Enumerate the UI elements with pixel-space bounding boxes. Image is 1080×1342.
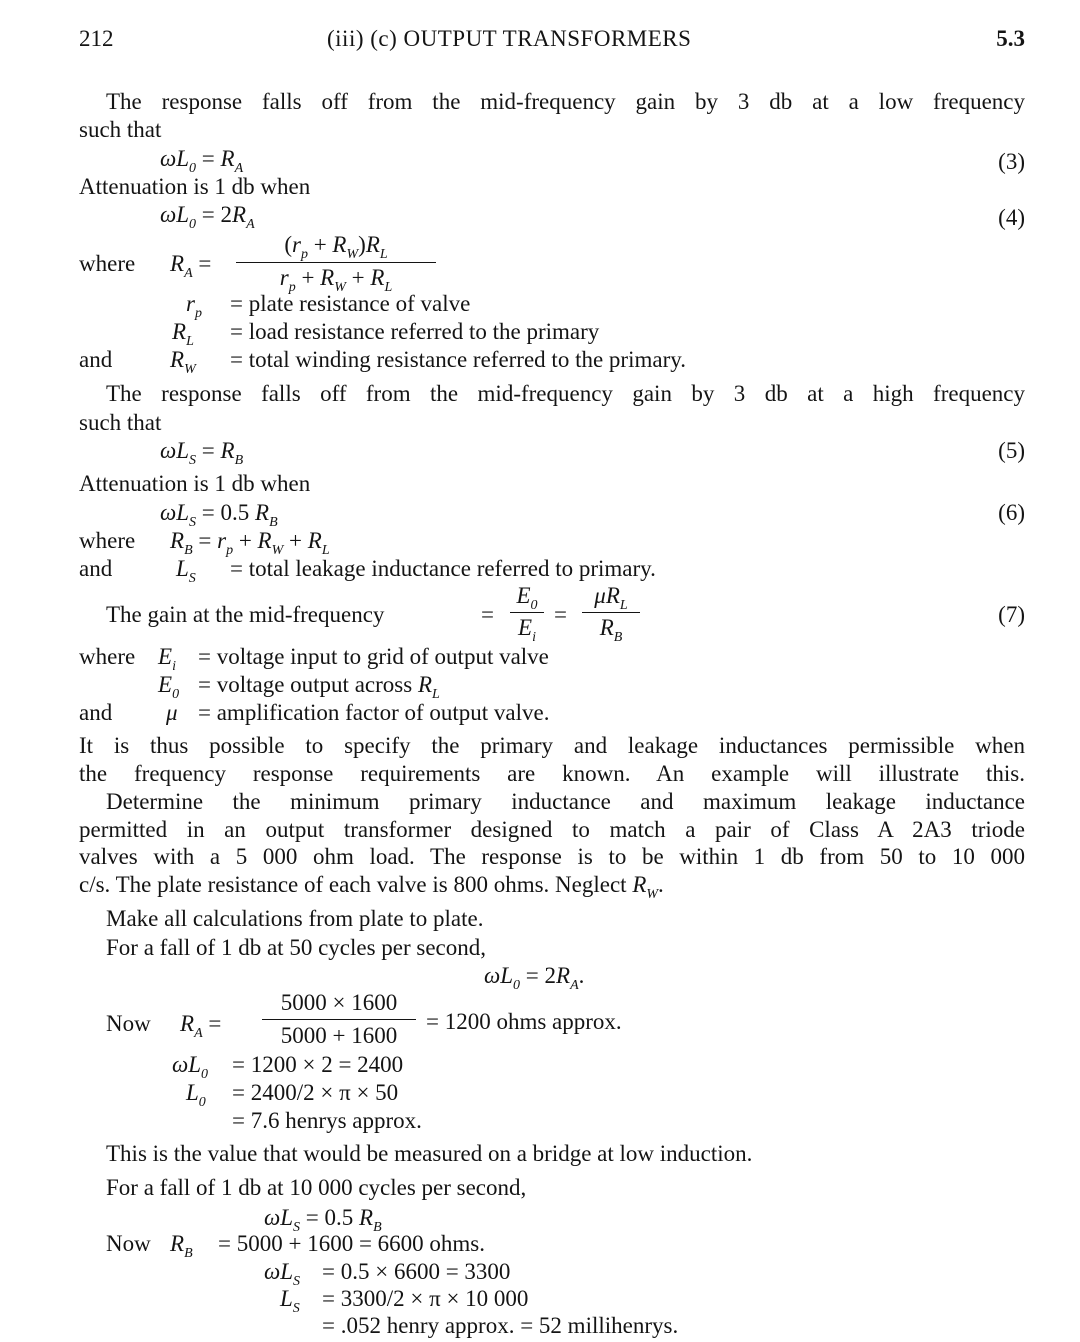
- equation-6: $\omega L_S = 0.5$ $R_B$: [160, 500, 278, 530]
- equation-high-frequency: $\omega L_S = 0.5$ $R_B$: [264, 1205, 382, 1235]
- equation-5: $\omega L_S = R_B$: [160, 438, 244, 468]
- equation-number: (3): [998, 149, 1025, 174]
- ls-symbol: $L_S$: [176, 556, 196, 586]
- omega-ls-symbol: $\omega L_S$: [264, 1259, 301, 1289]
- definition-eo: = voltage output across $R_L$: [198, 672, 440, 702]
- and-label: and: [79, 700, 113, 725]
- equation-number: (4): [998, 205, 1025, 230]
- paragraph-line: valves with a 5 000 ohm load. The response is to be within 1 db from 50 to 10 000: [79, 844, 1025, 869]
- mu-rl-numerator: $\mu R_L$: [594, 583, 628, 613]
- paragraph-line: Determine the minimum primary inductance and maximum leakage inductance: [106, 789, 1025, 814]
- equation-number: (7): [998, 602, 1025, 627]
- eo-symbol: $E_0$: [158, 672, 180, 702]
- paragraph-line: Attenuation is 1 db when: [79, 174, 311, 199]
- l0-symbol: $L_0$: [186, 1080, 206, 1110]
- ra-value-denominator: 5000 + 1600: [280, 1023, 398, 1048]
- rb-denominator: $R_B$: [599, 615, 623, 645]
- ra-result: = 1200 ohms approx.: [426, 1009, 622, 1034]
- where-label: where: [79, 528, 136, 553]
- rp-symbol: $r_p$: [186, 291, 202, 321]
- eo-numerator: $E_0$: [516, 583, 538, 613]
- definition-rl: = load resistance referred to the primary: [230, 319, 600, 344]
- paragraph-line: For a fall of 1 db at 50 cycles per second,: [106, 935, 487, 960]
- paragraph-line: The response falls off from the mid-frequency gain by 3 db at a low frequency: [106, 89, 1025, 114]
- fraction-bar: [236, 262, 436, 263]
- definition-mu: = amplification factor of output valve.: [198, 700, 550, 725]
- ra-symbol: $R_A$ =: [170, 251, 212, 281]
- now-label: Now: [106, 1231, 151, 1256]
- page-number: 212: [79, 26, 114, 51]
- rb-symbol: $R_B$: [170, 1231, 193, 1261]
- equals-sign: =: [481, 602, 494, 627]
- where-label: where: [79, 644, 136, 669]
- equation-3: $\omega L_0 = R_A$: [160, 146, 244, 176]
- fraction-bar: [582, 612, 640, 613]
- definition-ls: = total leakage inductance referred to primary.: [230, 556, 656, 581]
- fraction-bar: [510, 612, 544, 613]
- fraction-bar: [262, 1019, 416, 1020]
- equation-4: $\omega L_0 = 2R_A$: [160, 202, 255, 232]
- calculation-line: = 1200 × 2 = 2400: [232, 1052, 404, 1077]
- equation-low-frequency: $\omega L_0 = 2R_A$.: [484, 963, 585, 993]
- where-label: where: [79, 251, 136, 276]
- ei-denominator: $E_i$: [518, 615, 536, 645]
- mu-symbol: μ: [166, 700, 178, 725]
- paragraph-line: The response falls off from the mid-frequency gain by 3 db at a high frequency: [106, 381, 1025, 406]
- ei-symbol: $E_i$: [158, 644, 176, 674]
- calculation-line: = .052 henry approx. = 52 millihenrys.: [322, 1313, 679, 1338]
- equals-sign: =: [554, 602, 567, 627]
- calculation-line: = 0.5 × 6600 = 3300: [322, 1259, 511, 1284]
- ra-numerator: $(r_p + R_W)R_L$: [284, 232, 388, 262]
- omega-l0-symbol: $\omega L_0$: [172, 1052, 209, 1082]
- rw-symbol: $R_W$: [170, 347, 196, 377]
- definition-rw: = total winding resistance referred to the primary.: [230, 347, 686, 372]
- paragraph-line: It is thus possible to specify the primary and leakage inductances permissible when: [79, 733, 1025, 758]
- now-label: Now: [106, 1011, 151, 1036]
- ls-symbol: $L_S$: [280, 1286, 300, 1316]
- calculation-line: = 2400/2 × π × 50: [232, 1080, 399, 1105]
- paragraph-line: such that: [79, 117, 162, 142]
- ra-symbol: $R_A$ =: [180, 1011, 222, 1041]
- equation-number: (6): [998, 500, 1025, 525]
- and-label: and: [79, 556, 113, 581]
- section-number: 5.3: [996, 26, 1025, 51]
- rb-definition: $R_B = r_p + R_W + R_L$: [170, 528, 330, 558]
- running-title: (iii) (c) OUTPUT TRANSFORMERS: [327, 26, 692, 51]
- calculation-line: = 7.6 henrys approx.: [232, 1108, 422, 1133]
- and-label: and: [79, 347, 113, 372]
- paragraph-line: the frequency response requirements are known. An example will illustrate this.: [79, 761, 1025, 786]
- paragraph-line: This is the value that would be measured on a bridge at low induction.: [106, 1141, 753, 1166]
- paragraph-line: Attenuation is 1 db when: [79, 471, 311, 496]
- paragraph-line: Make all calculations from plate to plate.: [106, 906, 484, 931]
- definition-rp: = plate resistance of valve: [230, 291, 471, 316]
- paragraph-line: For a fall of 1 db at 10 000 cycles per second,: [106, 1175, 527, 1200]
- paragraph-line: c/s. The plate resistance of each valve is 800 ohms. Neglect $R_W$.: [79, 872, 664, 902]
- definition-ei: = voltage input to grid of output valve: [198, 644, 549, 669]
- ra-value-numerator: 5000 × 1600: [280, 990, 398, 1015]
- calculation-line: = 3300/2 × π × 10 000: [322, 1286, 529, 1311]
- paragraph-line: such that: [79, 410, 162, 435]
- paragraph-line: permitted in an output transformer designed to match a pair of Class A 2A3 triode: [79, 817, 1025, 842]
- gain-label: The gain at the mid-frequency: [106, 602, 385, 627]
- ra-denominator: $r_p + R_W + R_L$: [279, 265, 393, 295]
- calculation-line: = 5000 + 1600 = 6600 ohms.: [218, 1231, 486, 1256]
- rl-symbol: $R_L$: [172, 319, 194, 349]
- equation-number: (5): [998, 438, 1025, 463]
